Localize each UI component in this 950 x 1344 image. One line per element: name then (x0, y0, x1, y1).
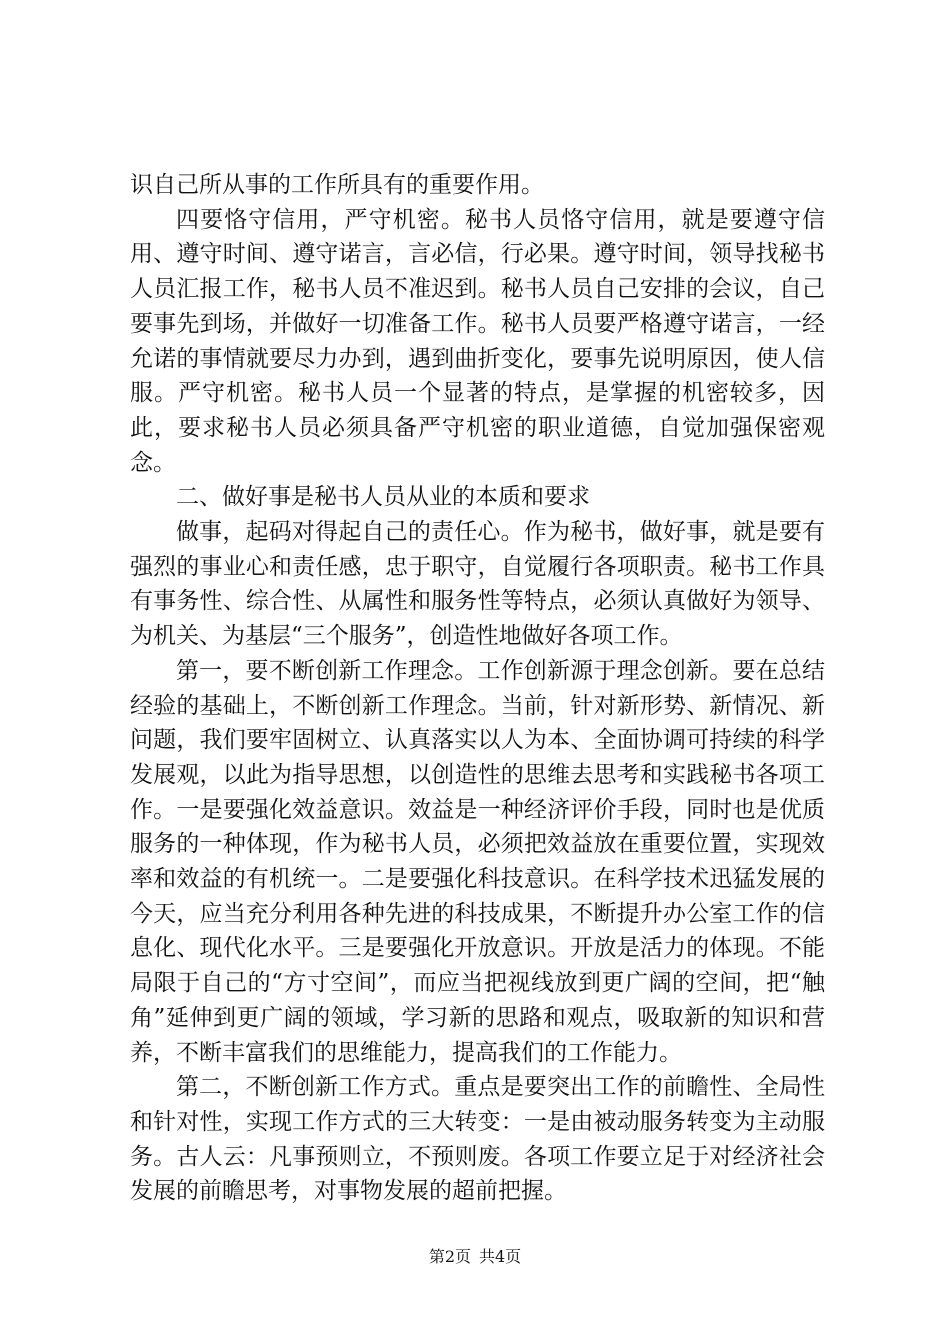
paragraph-second-innovation-method: 第二，不断创新工作方式。重点是要突出工作的前瞻性、全局性和针对性，实现工作方式的三大转变：一是由被动服务转变为主动服务。古人云：凡事预则立，不预则废。各项工作要立足于对经济社会发展的前瞻思考，对事物发展的超前把握。 (130, 1074, 825, 1205)
document-body (130, 168, 825, 1209)
paragraph-credit-confidentiality: 四要恪守信用，严守机密。秘书人员恪守信用，就是要遵守信用、遵守时间、遵守诺言，言必信，行必果。遵守时间，领导找秘书人员汇报工作，秘书人员不准迟到。秘书人员自己安排的会议，自己要事先到场，并做好一切准备工作。秘书人员要严格遵守诺言，一经允诺的事情就要尽力办到，遇到曲折变化，要事先说明原因，使人信服。严守机密。秘书人员一个显著的特点，是掌握的机密较多，因此，要求秘书人员必须具备严守机密的职业道德，自觉加强保密观念。 (130, 206, 825, 476)
page-number: 第2页 (428, 1247, 471, 1266)
paragraph-doing-things: 做事，起码对得起自己的责任心。作为秘书，做好事，就是要有强烈的事业心和责任感，忠于职守，自觉履行各项职责。秘书工作具有事务性、综合性、从属性和服务性等特点，必须认真做好为领导、为机关、为基层“三个服务”，创造性地做好各项工作。 (130, 519, 825, 650)
paragraph-continuation: 识自己所从事的工作所具有的重要作用。 (130, 172, 544, 198)
page-total: 共4页 (479, 1247, 522, 1266)
page-footer (0, 1247, 950, 1267)
section-heading: 二、做好事是秘书人员从业的本质和要求 (176, 484, 590, 511)
paragraph-first-innovation-concept: 第一，要不断创新工作理念。工作创新源于理念创新。要在总结经验的基础上，不断创新工作理念。当前，针对新形势、新情况、新问题，我们要牢固树立、认真落实以人为本、全面协调可持续的科学发展观，以此为指导思想，以创造性的思维去思考和实践秘书各项工作。一是要强化效益意识。效益是一种经济评价手段，同时也是优质服务的一种体现，作为秘书人员，必须把效益放在重要位置，实现效率和效益的有机统一。二是要强化科技意识。在科学技术迅猛发展的今天，应当充分利用各种先进的科技成果，不断提升办公室工作的信息化、现代化水平。三是要强化开放意识。开放是活力的体现。不能局限于自己的“方寸空间”，而应当把视线放到更广阔的空间，把“触角”延伸到更广阔的领域，学习新的思路和观点，吸取新的知识和营养，不断丰富我们的思维能力，提高我们的工作能力。 (130, 657, 825, 1066)
